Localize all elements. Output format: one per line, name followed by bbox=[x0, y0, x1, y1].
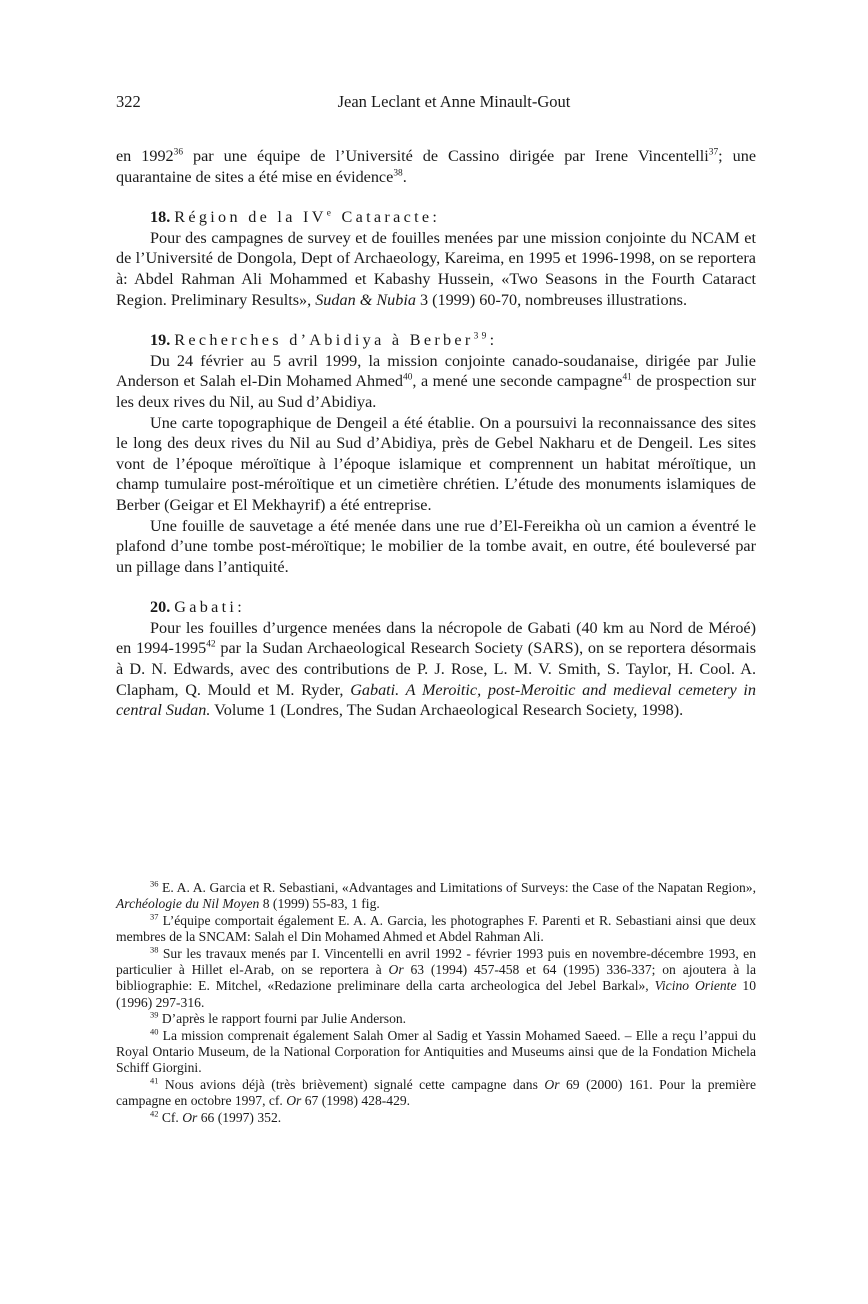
section-18 bbox=[116, 207, 756, 310]
footnote-36 bbox=[116, 880, 756, 913]
section-title: Recherches d’Abidiya à Berber bbox=[174, 331, 474, 350]
section-title: Région de la IV bbox=[174, 208, 327, 227]
footnote-42 bbox=[116, 1110, 756, 1126]
intro-text-1: en 1992 bbox=[116, 147, 174, 165]
journal-title: Archéologie du Nil Moyen bbox=[116, 896, 260, 912]
footnote-text: 69 (2000) 161. Pour la première campagne en octobre 1997, cf. bbox=[116, 1076, 756, 1109]
section-number: 20. bbox=[150, 598, 171, 617]
section-20 bbox=[116, 597, 756, 721]
footnote-text: L’équipe comportait également E. A. A. Garcia, les photographes F. Parenti et R. Sebastiani ainsi que deux membres de la SNCAM: Salah el Din Mohamed Ahmed et Abdel Rahman Ali. bbox=[116, 912, 756, 945]
section-title-rest: Cataracte: bbox=[334, 208, 441, 227]
paragraph-text: Volume 1 (Londres, The Sudan Archaeological Research Society, 1998). bbox=[210, 701, 684, 720]
footnote-text: 63 (1994) 457-458 et 64 (1995) 336-337; on ajoutera à la bibliographie: E. Mitchel, «Redazione preliminare della carta archeologica del Jebel Barkal», bbox=[116, 962, 756, 994]
footnote-text: Cf. bbox=[158, 1109, 183, 1125]
footnote-ref-39: 39 bbox=[473, 331, 490, 342]
journal-title: Or bbox=[544, 1076, 560, 1092]
journal-title: Sudan & Nubia bbox=[315, 290, 416, 309]
paragraph-text: par la Sudan Archaeological Research Society (SARS), on se reportera désormais à D. N. Edwards, avec des contributions de P. J. Rose, L. M. V. Smith, S. Taylor, H. Cool. A. Clapham, Q. Mould et M. Ryder, bbox=[116, 639, 756, 699]
footnote-ref-36: 36 bbox=[173, 147, 184, 158]
footnote-text: 67 (1998) 428-429. bbox=[301, 1093, 411, 1109]
paragraph-text: , a mené une seconde campagne bbox=[412, 372, 623, 391]
main-text bbox=[116, 146, 756, 721]
intro-paragraph bbox=[116, 146, 756, 187]
footnote-37 bbox=[116, 913, 756, 946]
footnote-text: E. A. A. Garcia et R. Sebastiani, «Advantages and Limitations of Surveys: the Case of the Napatan Region», bbox=[158, 880, 756, 895]
footnote-text: Nous avions déjà (très brièvement) signalé cette campagne dans bbox=[158, 1076, 545, 1092]
paragraph-text: Pour des campagnes de survey et de fouilles menées par une mission conjointe du NCAM et de l’Université de Dongola, Dept of Archaeology, Kareima, en 1995 et 1996-1998, on se reportera à: Abdel Rahman Ali Mohammed et Kabashy Hussein, «Two Seasons in the Fourth Cataract Region. Preliminary Results», bbox=[116, 228, 756, 309]
section-19-paragraph-3: Une fouille de sauvetage a été menée dans une rue d’El-Fereikha où un camion a éventré le plafond d’une tombe post-méroïtique; le mobilier de la tombe avait, en outre, été bouleversé par un pillage dans l’antiquité. bbox=[116, 516, 756, 576]
footnote-text: 66 (1997) 352. bbox=[197, 1109, 282, 1125]
section-18-heading bbox=[116, 207, 756, 228]
footnote-ref-38: 38 bbox=[393, 168, 403, 179]
footnote-39 bbox=[116, 1011, 756, 1027]
intro-text-3: ; une quarantaine de sites a été mise en évidence bbox=[116, 147, 757, 186]
footnote-text: D’après le rapport fourni par Julie Anderson. bbox=[158, 1011, 407, 1027]
section-number: 19. bbox=[150, 331, 171, 350]
title-superscript: e bbox=[326, 208, 335, 219]
section-20-paragraph bbox=[116, 618, 756, 721]
footnote-text: 8 (1999) 55-83, 1 fig. bbox=[259, 896, 380, 912]
intro-text-2: par une équipe de l’Université de Cassino dirigée par Irene Vincentelli bbox=[183, 147, 709, 165]
section-19-paragraph-2: Une carte topographique de Dengeil a été établie. On a poursuivi la reconnaissance des sites le long des deux rives du Nil au Sud d’Abidiya, près de Gebel Nakharu et de Dengeil. Les sites vont de l’époque méroïtique à l’époque islamique et comprennent un habitat méroïtique, un champ tumulaire post-méroïtique et un cimetière chrétien. L’étude des monuments islamiques de Berber (Geigar et El Mekhayrif) a été entreprise. bbox=[116, 413, 756, 514]
footnote-text: Sur les travaux menés par I. Vincentelli en avril 1992 - février 1993 puis en novembre-décembre 1993, en particulier à Hillet el-Arab, on se reportera à bbox=[116, 945, 756, 978]
paragraph-text: de prospection sur les deux rives du Nil, au Sud d’Abidiya. bbox=[116, 372, 756, 411]
paragraph-text: Pour les fouilles d’urgence menées dans la nécropole de Gabati (40 km au Nord de Méroé) en 1994-1995 bbox=[116, 618, 756, 658]
journal-title: Vicino Oriente bbox=[654, 978, 737, 994]
section-19-heading bbox=[116, 330, 756, 351]
footnote-38 bbox=[116, 946, 756, 1012]
footnote-number: 37 bbox=[150, 911, 159, 922]
footnote-number: 36 bbox=[150, 878, 159, 889]
footnote-ref-41: 41 bbox=[622, 372, 632, 383]
footnote-text: La mission comprenait également Salah Omer al Sadig et Yassin Mohamed Saeed. – Elle a reçu l’appui du Royal Ontario Museum, de la National Corporation for Antiquities and Museums ainsi que de la Fondation Michela Schiff Giorgini. bbox=[116, 1027, 756, 1076]
section-title-rest: : bbox=[489, 331, 498, 350]
footnote-number: 38 bbox=[150, 944, 159, 955]
footnote-number: 40 bbox=[150, 1026, 159, 1037]
footnote-ref-40: 40 bbox=[403, 372, 413, 383]
page-number: 322 bbox=[116, 92, 141, 111]
footnote-ref-42: 42 bbox=[206, 640, 216, 651]
journal-title: Or bbox=[388, 962, 404, 978]
footnote-text: 10 (1996) 297-316. bbox=[116, 978, 756, 1010]
footnote-number: 41 bbox=[150, 1075, 159, 1086]
journal-title: Or bbox=[182, 1109, 198, 1125]
section-19-paragraph-1 bbox=[116, 351, 756, 413]
section-number: 18. bbox=[150, 208, 171, 227]
footnote-ref-37: 37 bbox=[708, 147, 719, 158]
footnotes bbox=[116, 880, 756, 1126]
paragraph-text: 3 (1999) 60-70, nombreuses illustrations. bbox=[415, 290, 688, 309]
intro-text-4: . bbox=[402, 167, 407, 186]
paragraph-text: Du 24 février au 5 avril 1999, la mission conjointe canado-soudanaise, dirigée par Julie Anderson et Salah el-Din Mohamed Ahmed bbox=[116, 351, 756, 391]
section-20-heading bbox=[116, 597, 756, 618]
book-title: Gabati. A Meroitic, post-Meroitic and medieval cemetery in central Sudan. bbox=[116, 680, 756, 720]
section-18-paragraph bbox=[116, 228, 756, 310]
footnote-number: 42 bbox=[150, 1108, 159, 1119]
journal-title: Or bbox=[286, 1093, 302, 1109]
section-19 bbox=[116, 330, 756, 577]
footnote-41 bbox=[116, 1077, 756, 1110]
footnote-number: 39 bbox=[150, 1009, 159, 1020]
running-title: Jean Leclant et Anne Minault-Gout bbox=[337, 92, 571, 111]
section-title: Gabati: bbox=[174, 598, 246, 617]
footnote-40 bbox=[116, 1028, 756, 1077]
